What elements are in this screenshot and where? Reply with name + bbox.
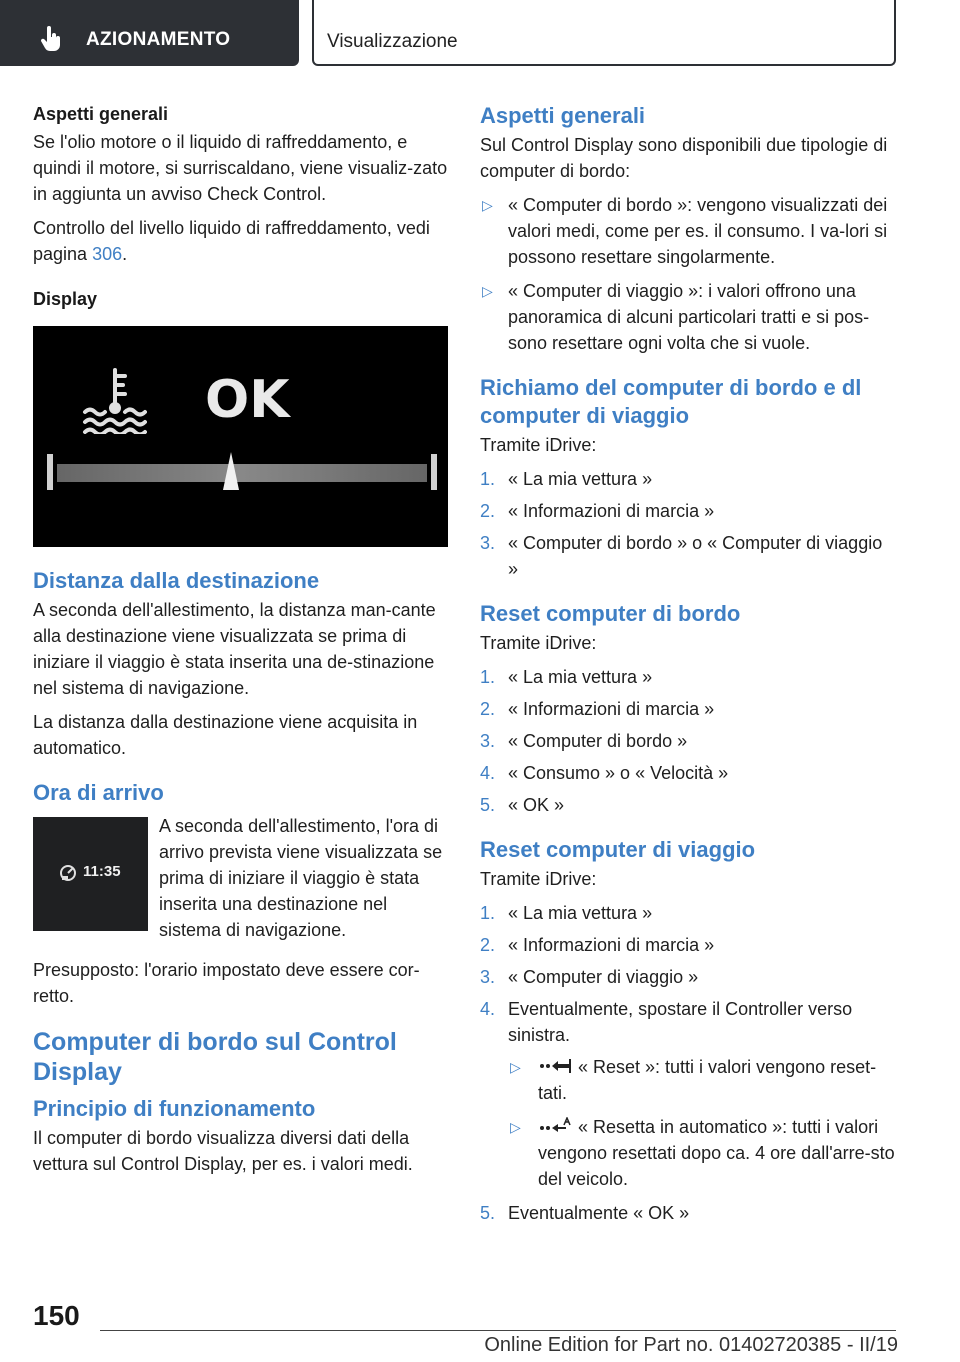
step-number: 1.	[480, 667, 496, 687]
page-footer	[0, 1290, 960, 1362]
edition-text: Online Edition for Part no. 01402720385 - II/19	[484, 1334, 898, 1356]
step-text: « Computer di viaggio »	[508, 967, 699, 987]
step-item	[480, 530, 895, 582]
step-number: 1.	[480, 469, 496, 489]
coolant-temperature-icon	[81, 366, 147, 434]
step-item	[480, 466, 895, 492]
heading-distanza: Distanza dalla destinazione	[33, 568, 320, 593]
option-auto-reset-text: « Resetta in automatico »: tutti i valori vengono resettati dopo ca. 4 ore dall'arre-sto del veicolo.	[538, 1117, 895, 1189]
step-number: 5.	[480, 795, 496, 815]
step-item	[480, 996, 895, 1192]
step-text: Eventualmente « OK »	[508, 1203, 690, 1223]
step-text: « La mia vettura »	[508, 667, 653, 687]
tramite-idrive: Tramite iDrive:	[480, 633, 597, 653]
list-item-text: « Computer di viaggio »: i valori offrono una panoramica di alcuni particolari tratti e si pos-sono resettare ogni volta che si vuole.	[508, 281, 870, 353]
bullet-marker: ▷	[482, 283, 493, 299]
step-item	[480, 696, 895, 722]
step-text: « Consumo » o « Velocità »	[508, 763, 729, 783]
step-item	[480, 964, 895, 990]
step-text: « La mia vettura »	[508, 903, 653, 923]
section-label: Visualizzazione	[327, 31, 458, 52]
subheading-display: Display	[33, 289, 98, 309]
reset-options-list	[508, 1054, 895, 1192]
paragraph-distanza-1: A seconda dell'allestimento, la distanza man-cante alla destinazione viene visualizzata se prima di iniziare il viaggio è stata inserita una de-stinazione nel sistema di navigazione.	[33, 600, 436, 698]
heading-reset-viaggio: Reset computer di viaggio	[480, 837, 756, 862]
step-text: « Informazioni di marcia »	[508, 935, 715, 955]
chapter-tab[interactable]	[0, 0, 299, 66]
step-text: « La mia vettura »	[508, 469, 653, 489]
left-column	[33, 100, 448, 1185]
step-number: 3.	[480, 731, 496, 751]
page-link-306[interactable]: 306	[92, 244, 123, 264]
footer-divider	[100, 1330, 896, 1331]
coolant-ref-suffix: .	[122, 244, 128, 264]
step-number: 2.	[480, 935, 496, 955]
step-text: Eventualmente, spostare il Controller verso sinistra.	[508, 999, 853, 1045]
heading-principio: Principio di funzionamento	[33, 1096, 316, 1121]
step-number: 3.	[480, 533, 496, 553]
heading-reset-bordo: Reset computer di bordo	[480, 601, 741, 626]
bullet-marker: ▷	[510, 1059, 521, 1075]
step-text: « OK »	[508, 795, 565, 815]
step-text: « Informazioni di marcia »	[508, 501, 715, 521]
paragraph-aspetti: Sul Control Display sono disponibili due tipologie di computer di bordo:	[480, 135, 888, 181]
step-number: 2.	[480, 501, 496, 521]
step-item	[480, 728, 895, 754]
page-number: 150	[33, 1300, 80, 1331]
arrival-time-image	[33, 817, 148, 931]
tramite-idrive: Tramite iDrive:	[480, 435, 597, 455]
list-item	[508, 1114, 895, 1192]
page-header	[0, 0, 960, 66]
step-item	[480, 792, 895, 818]
paragraph-distanza-2: La distanza dalla destinazione viene acquisita in automatico.	[33, 712, 418, 758]
heading-computer-di-bordo: Computer di bordo sul Control Display	[33, 1028, 397, 1086]
step-text: « Computer di bordo » o « Computer di viaggio »	[508, 533, 883, 579]
list-item-text: « Computer di bordo »: vengono visualizzati dei valori medi, come per es. il consumo. I va-lori si possono resettare singolarmente.	[508, 195, 888, 267]
arrival-time-value: 11:35	[83, 863, 121, 880]
list-item	[480, 192, 895, 270]
heading-richiamo: Richiamo del computer di bordo e dl computer di viaggio	[480, 375, 862, 428]
step-item	[480, 932, 895, 958]
step-item	[480, 664, 895, 690]
right-column	[480, 100, 895, 1234]
steps-richiamo	[480, 466, 895, 582]
chapter-label: AZIONAMENTO	[86, 29, 231, 50]
step-number: 5.	[480, 1203, 496, 1223]
step-item	[480, 1200, 895, 1226]
bullet-marker: ▷	[482, 197, 493, 213]
step-number: 1.	[480, 903, 496, 923]
step-item	[480, 498, 895, 524]
heading-ora-arrivo: Ora di arrivo	[33, 780, 164, 805]
option-reset-text: « Reset »: tutti i valori vengono reset-tati.	[538, 1057, 877, 1103]
bullet-marker: ▷	[510, 1119, 521, 1135]
display-ok-text: OK	[205, 370, 290, 430]
paragraph-ora-arrivo: A seconda dell'allestimento, l'ora di arrivo prevista viene visualizzata se prima di iniziare il viaggio è stata inserita una destinazione nel sistema di navigazione.	[159, 816, 443, 940]
paragraph-principio: Il computer di bordo visualizza diversi dati della vettura sul Control Display, per es. i valori medi.	[33, 1128, 413, 1174]
tramite-idrive: Tramite iDrive:	[480, 869, 597, 889]
step-item	[480, 900, 895, 926]
destination-flag-icon	[59, 864, 77, 882]
temperature-gauge	[47, 452, 437, 492]
reset-icon	[538, 1057, 572, 1075]
paragraph-coolant-ref	[33, 215, 448, 267]
computer-types-list	[480, 192, 895, 356]
paragraph-presupposto: Presupposto: l'orario impostato deve essere cor-retto.	[33, 960, 420, 1006]
list-item	[480, 278, 895, 356]
subheading-aspetti: Aspetti generali	[33, 104, 169, 124]
coolant-ref-text: Controllo del livello liquido di raffreddamento, vedi pagina	[33, 218, 430, 264]
paragraph-overheat: Se l'olio motore o il liquido di raffreddamento, e quindi il motore, si surriscaldano, viene visualiz-zato in aggiunta un avviso Check Control.	[33, 132, 448, 204]
heading-aspetti-generali: Aspetti generali	[480, 103, 646, 128]
hand-pointer-icon	[40, 26, 62, 52]
section-box	[312, 0, 896, 66]
step-text: « Computer di bordo »	[508, 731, 688, 751]
step-number: 4.	[480, 999, 496, 1019]
arrival-block	[33, 813, 448, 943]
steps-reset-viaggio	[480, 900, 895, 1226]
auto-reset-icon	[538, 1117, 572, 1135]
steps-reset-bordo	[480, 664, 895, 818]
step-item	[480, 760, 895, 786]
step-number: 4.	[480, 763, 496, 783]
list-item	[508, 1054, 895, 1106]
coolant-display-image	[33, 326, 448, 547]
step-text: « Informazioni di marcia »	[508, 699, 715, 719]
step-number: 2.	[480, 699, 496, 719]
step-number: 3.	[480, 967, 496, 987]
